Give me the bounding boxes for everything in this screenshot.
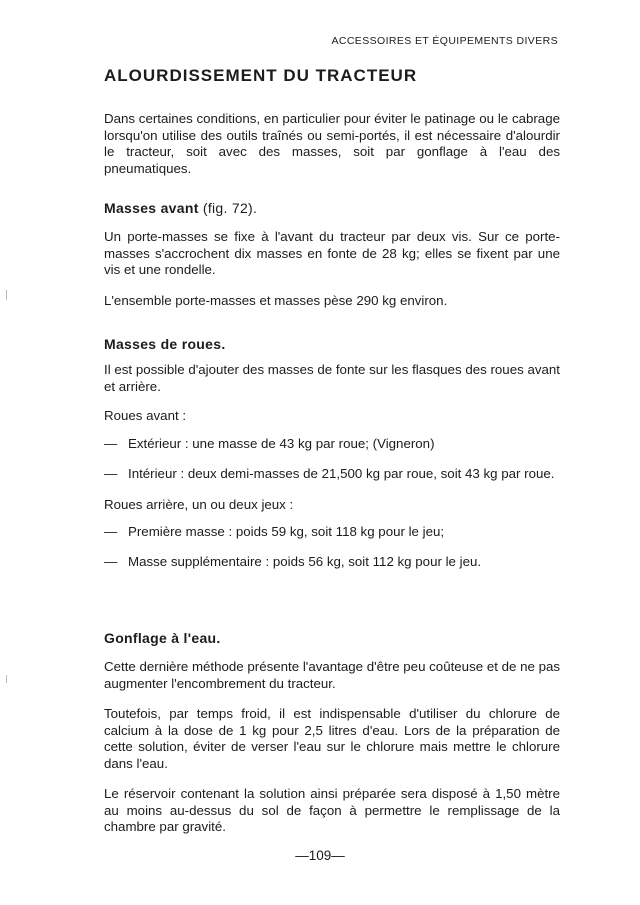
intro-paragraph xyxy=(104,111,560,177)
front-weights-paragraph-2: L'ensemble porte-masses et masses pèse 290 kg environ. xyxy=(104,292,448,308)
running-header: ACCESSOIRES ET ÉQUIPEMENTS DIVERS xyxy=(331,35,558,47)
list-item-text: Extérieur : une masse de 43 kg par roue; (Vigneron) xyxy=(128,435,435,451)
figure-reference: (fig. 72). xyxy=(202,200,258,216)
list-item-text: Première masse : poids 59 kg, soit 118 kg pour le jeu; xyxy=(128,524,445,539)
wheel-weights-paragraph: Il est possible d'ajouter des masses de fonte sur les flasques des roues avant et arrière. xyxy=(104,362,560,394)
scan-mark xyxy=(6,290,7,300)
water-ballast-paragraph-3: Le réservoir contenant la solution ainsi préparée sera disposé à 1,50 mètre au moins au-dessus du sol de façon à permettre le remplissage de la chambre par gravité. xyxy=(104,786,560,834)
list-item-text: Masse supplémentaire : poids 56 kg, soit 112 kg pour le jeu. xyxy=(128,553,482,569)
list-item xyxy=(104,524,560,541)
section-heading-water-ballast: Gonflage à l'eau. xyxy=(104,630,221,646)
water-ballast-paragraph-2: Toutefois, par temps froid, il est indispensable d'utiliser du chlorure de calcium à la dose de 1 kg pour 2,5 litres d'eau. Lors de la préparation de cette solution, éviter de verser l'eau sur le chlorure mais mettre le chlorure dans l'eau. xyxy=(104,706,560,771)
section-heading-front-weights xyxy=(104,200,257,216)
list-dash: — xyxy=(104,524,118,539)
front-wheels-label: Roues avant : xyxy=(104,408,187,423)
list-dash: — xyxy=(104,553,118,569)
scan-mark xyxy=(6,675,7,683)
list-item xyxy=(104,554,560,571)
list-item xyxy=(104,436,560,453)
section-heading-text: Masses avant xyxy=(104,200,199,216)
section-heading-wheel-weights: Masses de roues. xyxy=(104,336,226,352)
front-weights-paragraph-1: Un porte-masses se fixe à l'avant du tracteur par deux vis. Sur ce porte-masses s'accrochent dix masses en fonte de 28 kg; elles se fixent par une vis et une rondelle. xyxy=(104,229,560,277)
list-dash: — xyxy=(104,435,118,451)
wheel-weights-body xyxy=(104,362,560,570)
water-ballast-paragraph-1: Cette dernière méthode présente l'avantage d'être peu coûteuse et de ne pas augmenter l'encombrement du tracteur. xyxy=(104,659,561,691)
page-title: ALOURDISSEMENT DU TRACTEUR xyxy=(104,66,418,85)
rear-wheels-label: Roues arrière, un ou deux jeux : xyxy=(104,496,294,512)
list-dash: — xyxy=(104,466,118,481)
list-item-text: Intérieur : deux demi-masses de 21,500 kg par roue, soit 43 kg par roue. xyxy=(128,466,555,481)
front-weights-body xyxy=(104,229,560,309)
list-item xyxy=(104,466,560,483)
intro-text: Dans certaines conditions, en particulier pour éviter le patinage ou le cabrage lorsqu'on utilise des outils traînés ou semi-portés, il est nécessaire d'alourdir le tracteur, soit avec des masses, soit par gonflage à l'eau des pneumatiques. xyxy=(104,111,560,176)
water-ballast-body xyxy=(104,659,560,836)
page-number: —109— xyxy=(295,848,345,863)
